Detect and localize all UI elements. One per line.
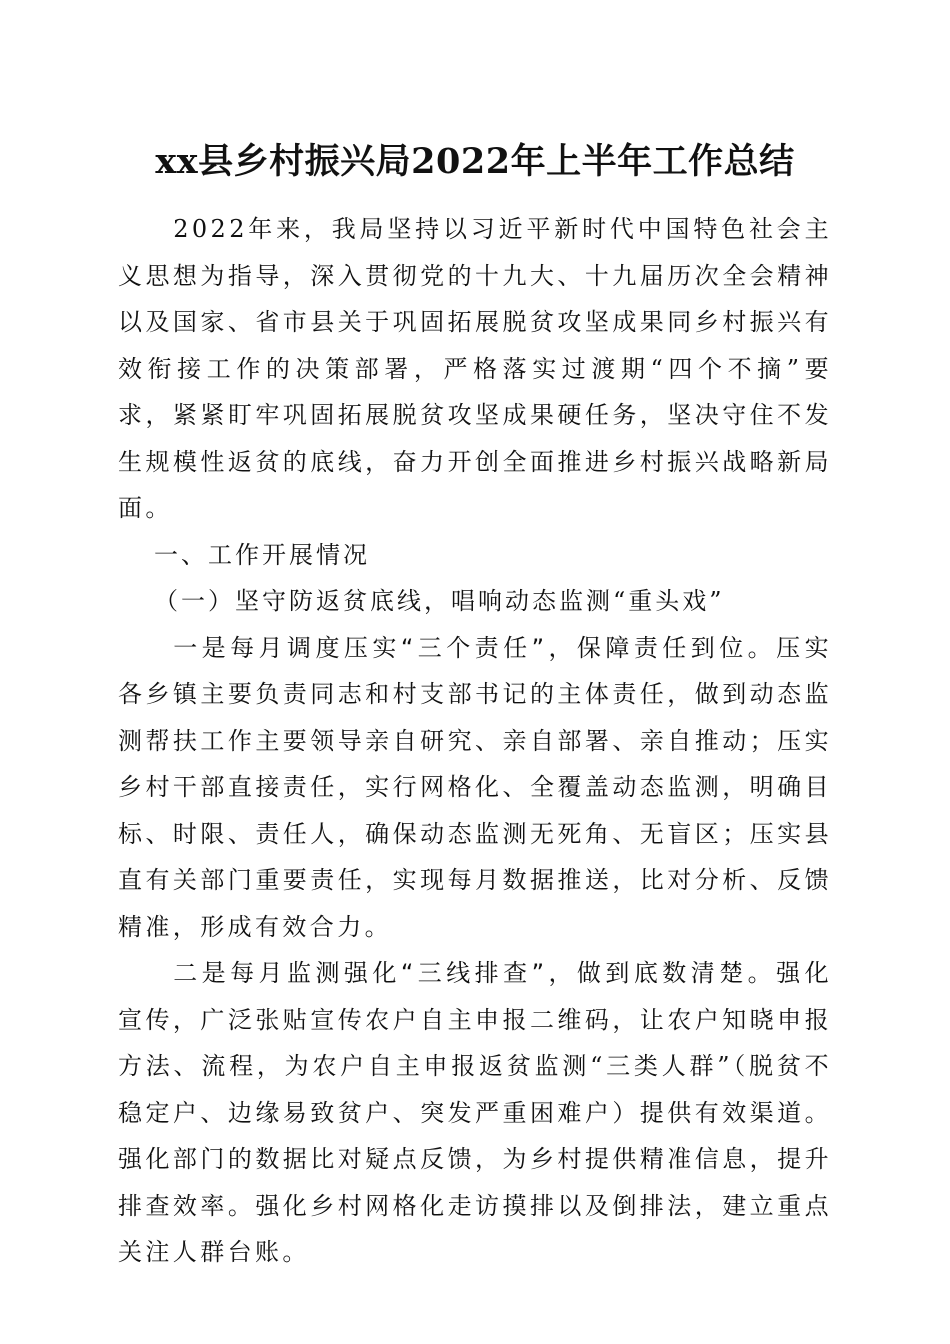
item-lead-1: 一是每月调度压实“三个责任”，保障责任到位。 <box>173 633 777 662</box>
item-lead-2: 二是每月监测强化“三线排查”，做到底数清楚。 <box>173 959 777 987</box>
document-title: xx县乡村振兴局2022年上半年工作总结 <box>155 141 795 182</box>
item-body-1: 压实各乡镇主要负责同志和村支部书记的主体责任，做到动态监测帮扶工作主要领导亲自研究、亲自部署、亲自推动；压实乡村干部直接责任，实行网格化、全覆盖动态监测，明确目标、时限、责任人，确保动态监测无死角、无盲区；压实县直有关部门重要责任，实现每月数据推送，比对分析、反馈精准，形成有效合力。 <box>118 633 832 941</box>
intro-paragraph: 2022年来，我局坚持以习近平新时代中国特色社会主义思想为指导，深入贯彻党的十九大、十九届历次全会精神以及国家、省市县关于巩固拓展脱贫攻坚成果同乡村振兴有效衔接工作的决策部署，严格落实过渡期“四个不摘”要求，紧紧盯牢巩固拓展脱贫攻坚成果硬任务，坚决守住不发生规模性返贫的底线，奋力开创全面推进乡村振兴战略新局面。 <box>118 215 832 522</box>
document-body <box>118 206 832 1276</box>
subsection-heading: （一）坚守防返贫底线，唱响动态监测“重头戏” <box>154 587 725 615</box>
item-body-2: 强化宣传，广泛张贴宣传农户自主申报二维码，让农户知晓申报方法、流程，为农户自主申报返贫监测“三类人群”（脱贫不稳定户、边缘易致贫户、突发严重困难户）提供有效渠道。强化部门的数据比对疑点反馈，为乡村提供精准信息，提升排查效率。强化乡村网格化走访摸排以及倒排法，建立重点关注人群台账。 <box>118 959 832 1266</box>
item-paragraph-2 <box>118 950 832 1276</box>
section-heading: 一、工作开展情况 <box>154 540 370 569</box>
item-paragraph-1 <box>118 625 832 951</box>
